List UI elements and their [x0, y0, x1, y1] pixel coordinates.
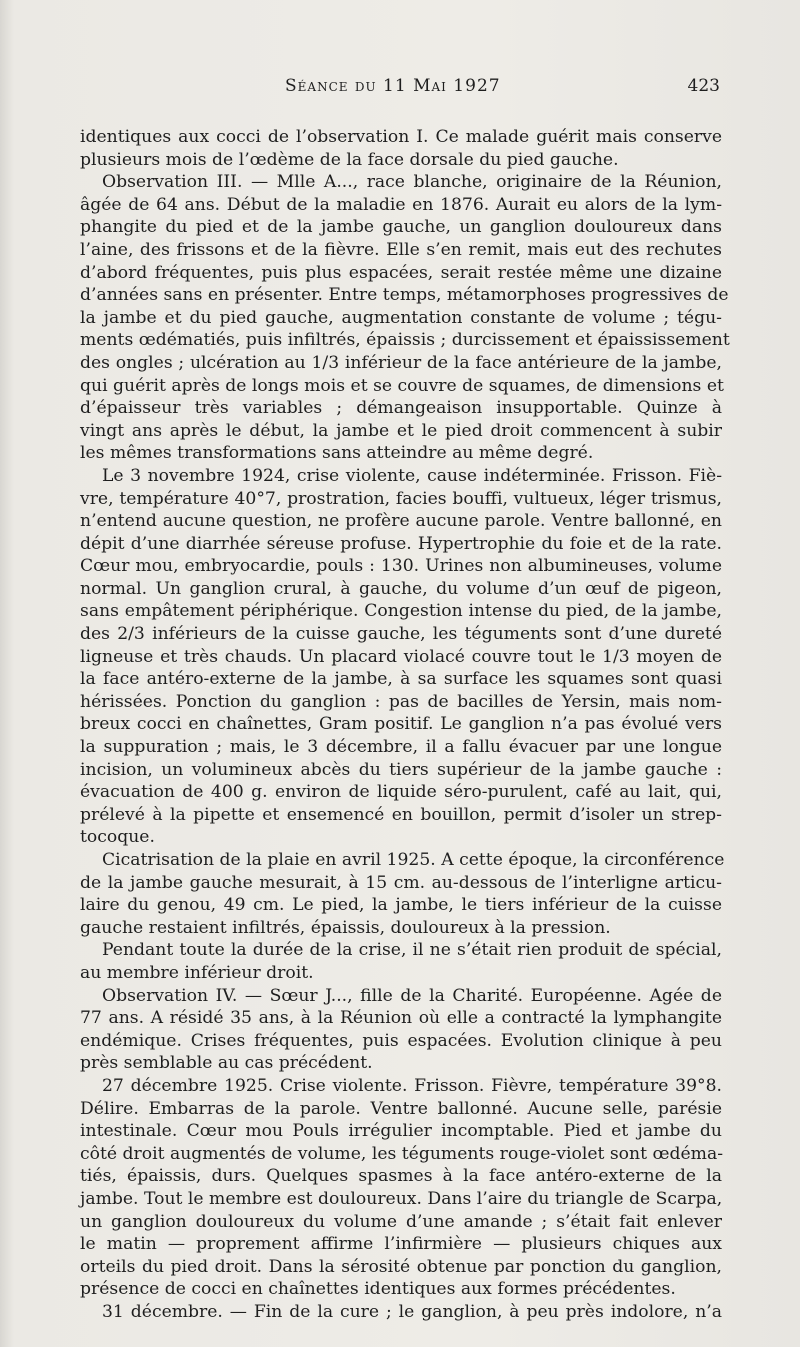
text-line: ments œdématiés, puis infiltrés, épaissis ; durcissement et épaississement [80, 330, 730, 351]
text-line: ligneuse et très chauds. Un placard violacé couvre tout le 1/3 moyen de [80, 646, 722, 667]
text-line: la jambe et du pied gauche, augmentation constante de volume ; tégu- [80, 307, 722, 328]
text-line: 77 ans. A résidé 35 ans, à la Réunion où elle a contracté la lymphangite [80, 1008, 722, 1029]
text-line: vingt ans après le début, la jambe et le pied droit commencent à subir [80, 420, 722, 441]
observation-heading-line: Observation III. — Mlle A..., race blanche, originaire de la Réunion, [102, 172, 722, 193]
text-line: Cœur mou, embryocardie, pouls : 130. Urines non albumineuses, volume [80, 556, 722, 577]
text-line: présence de cocci en chaînettes identiques aux formes précédentes. [80, 1279, 676, 1300]
text-line: jambe. Tout le membre est douloureux. Dans l’aire du triangle de Scarpa, [80, 1188, 723, 1209]
text-line: orteils du pied droit. Dans la sérosité obtenue par ponction du ganglion, [80, 1256, 722, 1277]
text-line: âgée de 64 ans. Début de la maladie en 1876. Aurait eu alors de la lym- [80, 194, 722, 215]
text-line: gauche restaient infiltrés, épaissis, douloureux à la pression. [80, 917, 611, 938]
text-line: de la jambe gauche mesurait, à 15 cm. au-dessous de l’interligne articu- [80, 872, 722, 893]
text-line: tiés, épaissis, durs. Quelques spasmes à la face antéro-externe de la [80, 1166, 722, 1187]
text-line: des ongles ; ulcération au 1/3 inférieur de la face antérieure de la jambe, [80, 352, 722, 373]
page-number: 423 [687, 76, 720, 96]
running-title: Séance du 11 Mai 1927 [285, 76, 501, 96]
text-line: qui guérit après de longs mois et se couvre de squames, de dimensions et [80, 375, 724, 396]
text-line: plusieurs mois de l’œdème de la face dorsale du pied gauche. [80, 149, 619, 170]
text-line: laire du genou, 49 cm. Le pied, la jambe, le tiers inférieur de la cuisse [80, 895, 722, 916]
text-line: normal. Un ganglion crural, à gauche, du volume d’un œuf de pigeon, [80, 578, 722, 599]
text-line: d’années sans en présenter. Entre temps, métamorphoses progressives de [80, 285, 729, 306]
text-line: hérissées. Ponction du ganglion : pas de bacilles de Yersin, mais nom- [80, 691, 722, 712]
text-line: breux cocci en chaînettes, Gram positif. Le ganglion n’a pas évolué vers [80, 714, 722, 735]
text-line: près semblable au cas précédent. [80, 1053, 373, 1074]
text-line: la suppuration ; mais, le 3 décembre, il a fallu évacuer par une longue [80, 737, 722, 758]
text-line: des 2/3 inférieurs de la cuisse gauche, les téguments sont d’une dureté [80, 624, 722, 645]
text-line: l’aine, des frissons et de la fièvre. Elle s’en remit, mais eut des rechutes [80, 239, 722, 260]
text-line: Pendant toute la durée de la crise, il ne s’était rien produit de spécial, [102, 940, 722, 961]
text-line: côté droit augmentés de volume, les téguments rouge-violet sont œdéma- [80, 1143, 723, 1164]
text-line: un ganglion douloureux du volume d’une amande ; s’était fait enlever [80, 1211, 722, 1232]
text-line: le matin — proprement affirme l’infirmière — plusieurs chiques aux [80, 1234, 722, 1255]
text-line: sans empâtement périphérique. Congestion intense du pied, de la jambe, [80, 601, 722, 622]
text-line: les mêmes transformations sans atteindre au même degré. [80, 443, 594, 464]
text-line: d’abord fréquentes, puis plus espacées, serait restée même une dizaine [80, 262, 722, 283]
text-line: au membre inférieur droit. [80, 962, 314, 983]
text-line: prélevé à la pipette et ensemencé en bouillon, permit d’isoler un strep- [80, 804, 722, 825]
text-line: évacuation de 400 g. environ de liquide séro-purulent, café au lait, qui, [80, 782, 722, 803]
body-text [80, 126, 730, 1323]
text-line: d’épaisseur très variables ; démangeaison insupportable. Quinze à [80, 398, 722, 419]
page-header [80, 76, 720, 102]
text-line: intestinale. Cœur mou Pouls irrégulier incomptable. Pied et jambe du [80, 1121, 722, 1142]
text-line: 31 décembre. — Fin de la cure ; le ganglion, à peu près indolore, n’a [102, 1301, 722, 1322]
observation-heading-line: Observation IV. — Sœur J..., fille de la Charité. Européenne. Agée de [102, 985, 722, 1006]
text-line: tocoque. [80, 827, 155, 848]
text-line: n’entend aucune question, ne profère aucune parole. Ventre ballonné, en [80, 511, 722, 532]
text-line: la face antéro-externe de la jambe, à sa surface les squames sont quasi [80, 669, 722, 690]
text-line: phangite du pied et de la jambe gauche, un ganglion douloureux dans [80, 217, 722, 238]
text-line: Délire. Embarras de la parole. Ventre ballonné. Aucune selle, parésie [80, 1098, 722, 1119]
text-line: incision, un volumineux abcès du tiers supérieur de la jambe gauche : [80, 759, 722, 780]
text-line: dépit d’une diarrhée séreuse profuse. Hypertrophie du foie et de la rate. [80, 533, 722, 554]
text-line: 27 décembre 1925. Crise violente. Frisson. Fièvre, température 39°8. [102, 1075, 722, 1096]
text-line: Cicatrisation de la plaie en avril 1925. A cette époque, la circonférence [102, 850, 725, 870]
text-line: Le 3 novembre 1924, crise violente, cause indéterminée. Frisson. Fiè- [102, 465, 722, 486]
text-line: endémique. Crises fréquentes, puis espacées. Evolution clinique à peu [80, 1030, 722, 1051]
text-line: vre, température 40°7, prostration, facies bouffi, vultueux, léger trismus, [80, 488, 722, 509]
text-line: identiques aux cocci de l’observation I. Ce malade guérit mais conserve [80, 127, 722, 147]
